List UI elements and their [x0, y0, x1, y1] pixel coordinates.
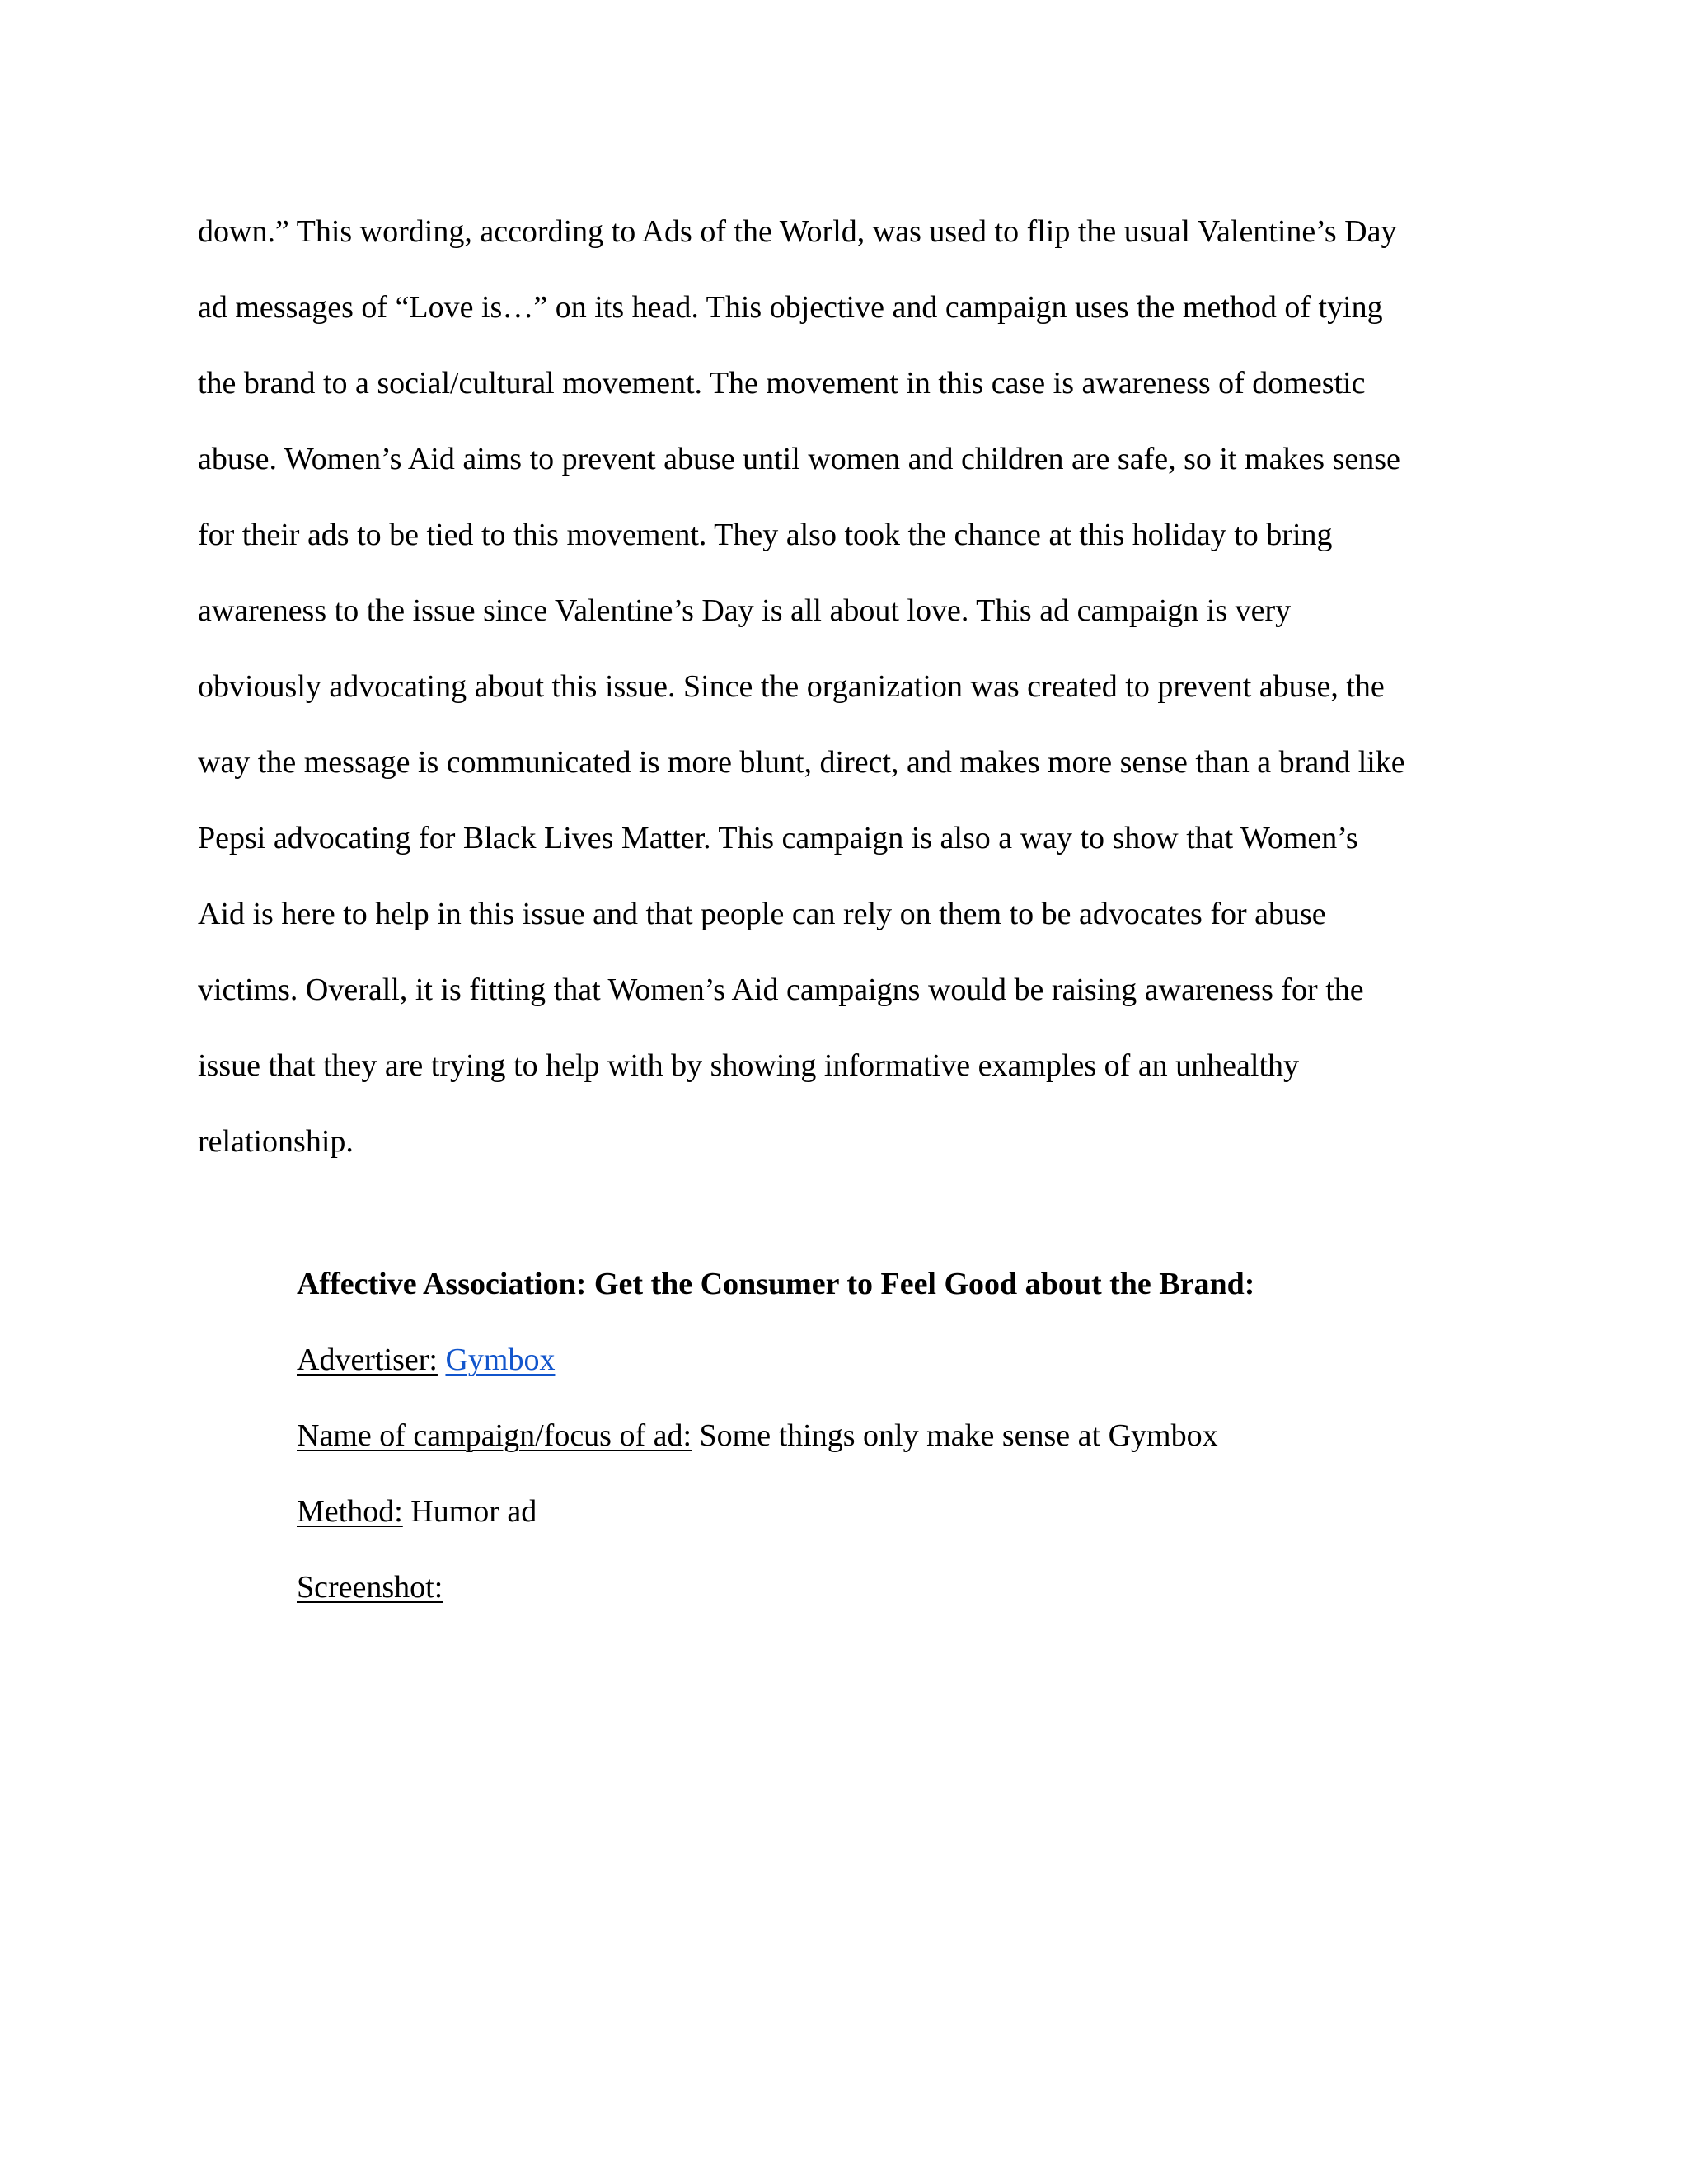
- paragraph-line: abuse. Women’s Aid aims to prevent abuse until women and children are safe, so it makes sense: [198, 442, 1400, 476]
- campaign-value: Some things only make sense at Gymbox: [699, 1418, 1218, 1453]
- paragraph-line: Aid is here to help in this issue and that people can rely on them to be advocates for abuse: [198, 897, 1326, 931]
- advertiser-label: Advertiser:: [297, 1343, 438, 1377]
- paragraph-line: issue that they are trying to help with by showing informative examples of an unhealthy: [198, 1048, 1300, 1083]
- paragraph-line: ad messages of “Love is…” on its head. This objective and campaign uses the method of tying: [198, 290, 1383, 325]
- advertiser-link[interactable]: Gymbox: [445, 1343, 556, 1377]
- paragraph-line: the brand to a social/cultural movement. The movement in this case is awareness of domestic: [198, 366, 1366, 401]
- method-label: Method:: [297, 1494, 403, 1529]
- paragraph-line: way the message is communicated is more blunt, direct, and makes more sense than a brand like: [198, 745, 1405, 780]
- ad-section: [297, 1246, 1533, 1625]
- section-heading: Affective Association: Get the Consumer to Feel Good about the Brand:: [297, 1267, 1255, 1301]
- paragraph-line: for their ads to be tied to this movement. They also took the chance at this holiday to bring: [198, 518, 1333, 552]
- paragraph-line: awareness to the issue since Valentine’s Day is all about love. This ad campaign is very: [198, 593, 1292, 628]
- body-paragraph: [198, 194, 1517, 1179]
- screenshot-label: Screenshot:: [297, 1570, 443, 1605]
- paragraph-line: down.” This wording, according to Ads of the World, was used to flip the usual Valentine’s Day: [198, 214, 1397, 249]
- paragraph-line: Pepsi advocating for Black Lives Matter. This campaign is also a way to show that Women’s: [198, 821, 1358, 855]
- paragraph-line: obviously advocating about this issue. Since the organization was created to prevent abuse, the: [198, 669, 1385, 704]
- campaign-row: [297, 1398, 1533, 1474]
- paragraph-line: victims. Overall, it is fitting that Women’s Aid campaigns would be raising awareness for the: [198, 972, 1364, 1007]
- paragraph-line: relationship.: [198, 1124, 354, 1159]
- method-row: [297, 1474, 1533, 1549]
- campaign-label: Name of campaign/focus of ad:: [297, 1418, 692, 1453]
- screenshot-row: [297, 1549, 1533, 1625]
- method-value: Humor ad: [410, 1494, 537, 1529]
- advertiser-row: [297, 1322, 1533, 1398]
